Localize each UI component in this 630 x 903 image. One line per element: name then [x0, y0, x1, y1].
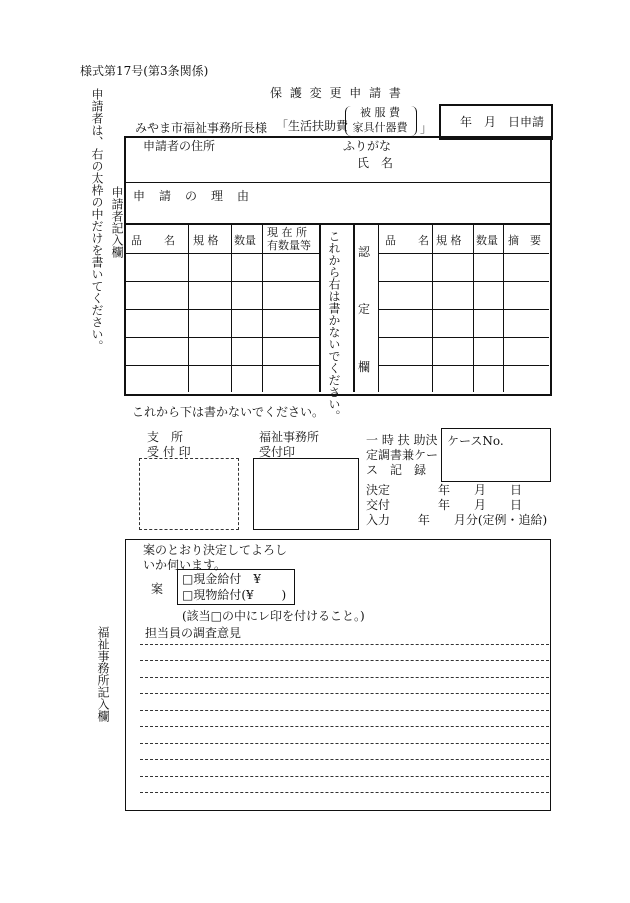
welfare-office-label-1: 福祉事務所: [259, 430, 320, 444]
branch-label-1: 支 所: [147, 430, 184, 444]
expense-option-furniture: 家具什器費: [352, 121, 408, 134]
delivery-date-row: 交付 年 月 日: [366, 498, 523, 512]
goods-benefit-option[interactable]: □現物給付(¥ ): [182, 588, 287, 602]
row-line: [124, 337, 320, 338]
opinion-line[interactable]: [140, 776, 549, 777]
onetime-label-3: ス 記 録: [366, 463, 427, 477]
approval-label-3: 欄: [358, 360, 371, 374]
case-number-label: ケースNo.: [447, 434, 504, 448]
applicant-section-label: 申請者記入欄: [110, 186, 124, 258]
address-label: 申請者の住所: [143, 139, 216, 153]
approval-label-2: 定: [358, 302, 371, 316]
row-line: [124, 365, 320, 366]
opinion-line[interactable]: [140, 759, 549, 760]
row-line: [124, 309, 320, 310]
staff-opinion-label: 担当員の調査意見: [145, 626, 242, 640]
reason-label: 申 請 の 理 由: [133, 189, 251, 203]
name-field[interactable]: [410, 140, 540, 178]
name-label: 氏 名: [357, 156, 394, 170]
check-instruction: (該当□の中にレ印を付けること。): [182, 609, 365, 623]
branch-label-2: 受 付 印: [147, 445, 191, 459]
applicant-instruction-note: 申請者は、右の太枠の中だけを書いてください。: [90, 88, 104, 352]
proposal-text-1: 案のとおり決定してよろし: [143, 543, 288, 557]
divider: [124, 182, 550, 183]
do-not-write-below-note: これから下は書かないでください。: [132, 405, 325, 419]
approval-header-spec: 規 格: [436, 234, 462, 247]
approval-header-name: 品 名: [385, 234, 429, 247]
branch-stamp-box: [139, 458, 239, 530]
form-title: 保 護 変 更 申 請 書: [270, 86, 403, 100]
do-not-write-right-note: これから右は書かないでください。: [327, 230, 341, 422]
opinion-line[interactable]: [140, 743, 549, 744]
items-header-qty: 数量: [234, 234, 256, 247]
furigana-label: ふりがな: [343, 139, 392, 153]
reason-field[interactable]: [250, 188, 540, 218]
row-line: [378, 365, 549, 366]
approval-header-qty: 数量: [476, 234, 498, 247]
onetime-label-2: 定調書兼ケー: [366, 448, 439, 462]
expense-bracket-open: 「生活扶助費: [276, 119, 349, 133]
welfare-section-label: 福祉事務所記入欄: [96, 626, 110, 722]
col-line: [473, 224, 474, 392]
cash-benefit-option[interactable]: □現金給付 ¥: [182, 572, 261, 586]
application-date-label: 年 月 日申請: [460, 115, 545, 129]
expense-option-clothing: 被 服 費: [360, 106, 400, 119]
items-header-current-2: 有数量等: [267, 239, 311, 252]
opinion-line[interactable]: [140, 726, 549, 727]
items-header-spec: 規 格: [193, 234, 219, 247]
col-line: [188, 224, 189, 392]
col-line: [231, 224, 232, 392]
decision-date-row: 決定 年 月 日: [366, 483, 523, 497]
items-header-current-1: 現 在 所: [267, 226, 307, 239]
col-line: [262, 224, 263, 392]
row-line: [124, 281, 320, 282]
welfare-stamp-box: [253, 458, 359, 530]
opinion-line[interactable]: [140, 660, 549, 661]
col-line: [432, 224, 433, 392]
addressee: みやま市福祉事務所長様: [135, 121, 268, 135]
items-header-name: 品 名: [131, 234, 175, 247]
address-field[interactable]: [130, 155, 330, 179]
approval-label-1: 認: [358, 245, 371, 259]
approval-header-remarks: 摘 要: [508, 234, 541, 247]
form-number: 様式第17号(第3条関係): [80, 64, 209, 78]
opinion-line[interactable]: [140, 677, 549, 678]
opinion-line[interactable]: [140, 710, 549, 711]
row-line: [378, 309, 549, 310]
opinion-line[interactable]: [140, 693, 549, 694]
row-line: [378, 281, 549, 282]
row-line: [378, 253, 549, 254]
expense-bracket-close: 」: [420, 121, 433, 135]
row-line: [124, 253, 320, 254]
welfare-office-label-2: 受付印: [259, 445, 296, 459]
opinion-line[interactable]: [140, 792, 549, 793]
proposal-an-label: 案: [151, 582, 164, 596]
opinion-line[interactable]: [140, 644, 549, 645]
input-row: 入力 年 月分(定例・追給): [366, 513, 548, 527]
row-line: [378, 337, 549, 338]
proposal-text-2: いか伺います。: [143, 558, 227, 572]
col-line: [378, 224, 379, 392]
onetime-label-1: 一 時 扶 助決: [366, 433, 438, 447]
col-line: [503, 224, 504, 392]
